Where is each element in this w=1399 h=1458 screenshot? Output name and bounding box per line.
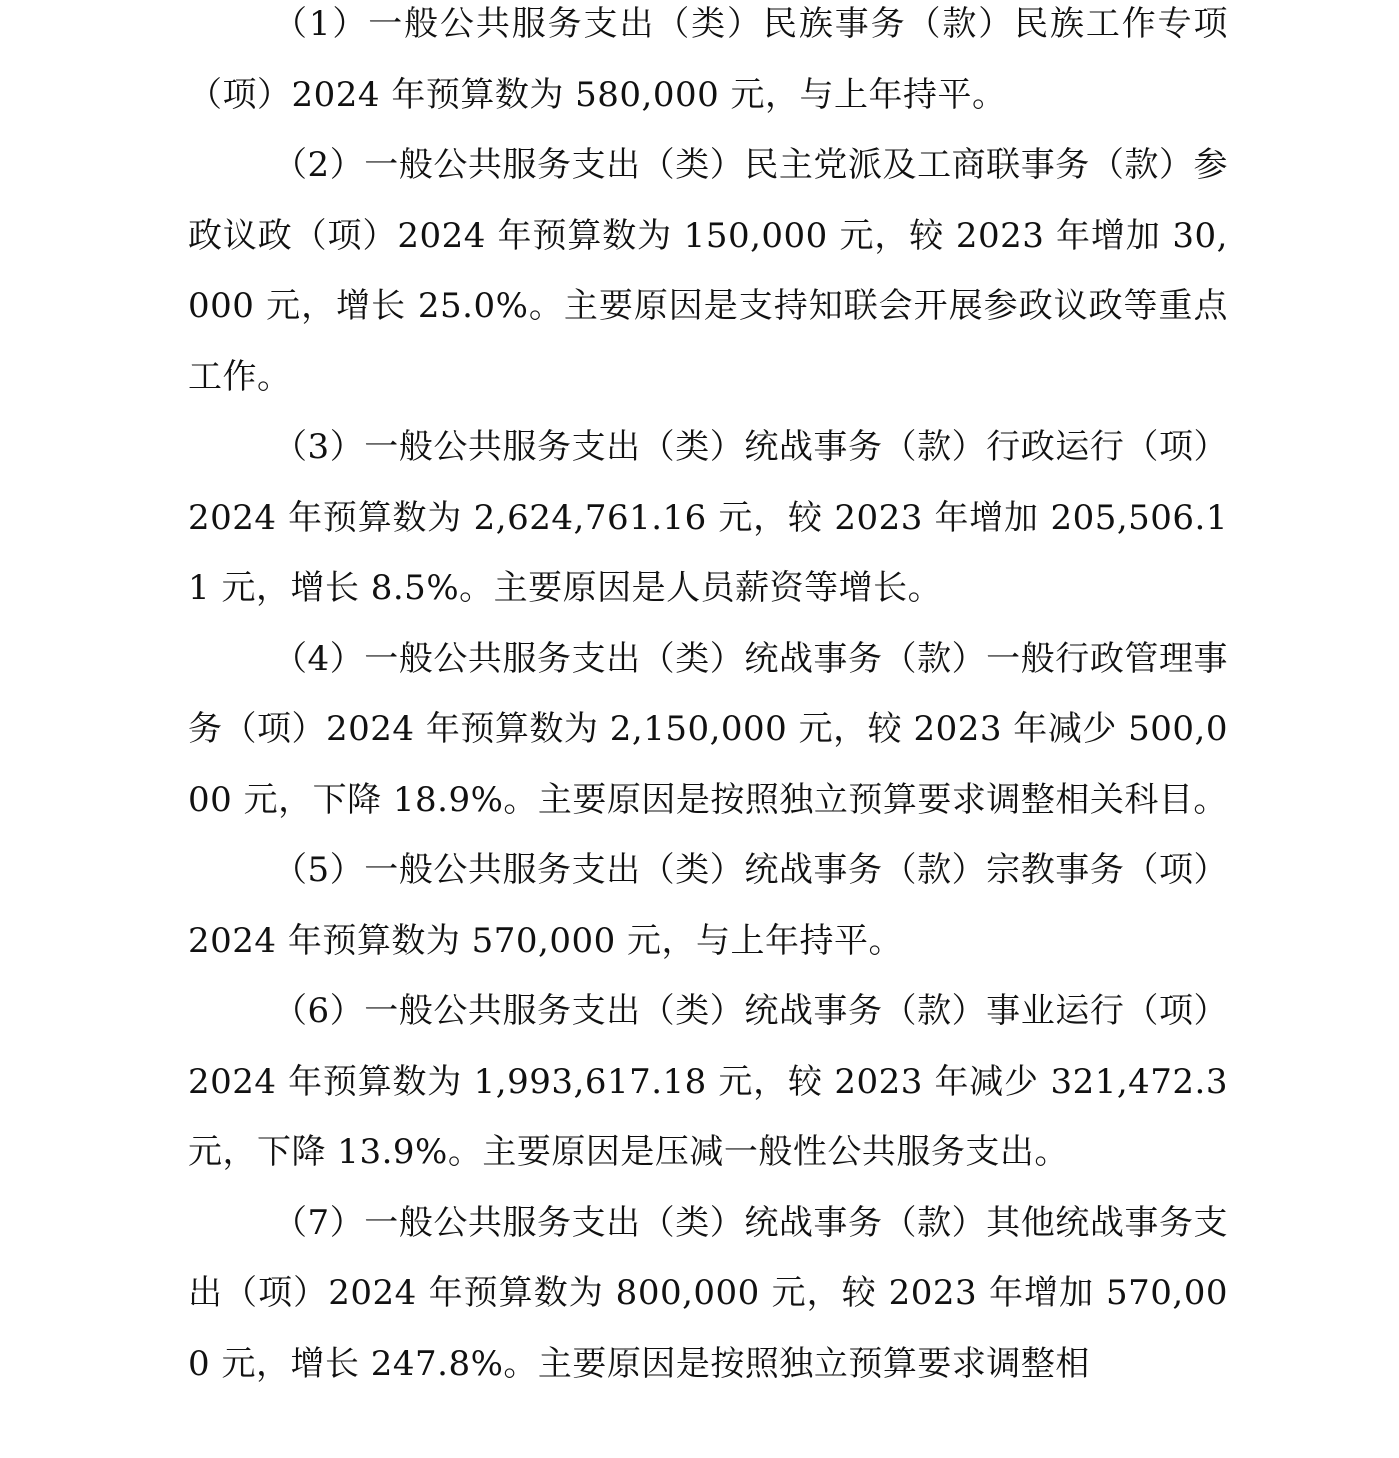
paragraph-1: （1）一般公共服务支出（类）民族事务（款）民族工作专项（项）2024 年预算数为 580,000 元，与上年持平。 <box>188 4 1228 115</box>
paragraph-5: （5）一般公共服务支出（类）统战事务（款）宗教事务（项）2024 年预算数为 570,000 元，与上年持平。 <box>188 850 1228 961</box>
paragraph-3: （3）一般公共服务支出（类）统战事务（款）行政运行（项）2024 年预算数为 2,624,761.16 元，较 2023 年增加 205,506.11 元，增长 8.5%。主要原因是人员薪资等增长。 <box>188 427 1228 608</box>
document-page <box>188 0 1228 1399</box>
paragraph-4: （4）一般公共服务支出（类）统战事务（款）一般行政管理事务（项）2024 年预算数为 2,150,000 元，较 2023 年减少 500,000 元，下降 18.9%。主要原因是按照独立预算要求调整相关科目。 <box>188 638 1228 820</box>
paragraph-7: （7）一般公共服务支出（类）统战事务（款）其他统战事务支出（项）2024 年预算数为 800,000 元，较 2023 年增加 570,000 元，增长 247.8%。主要原因是按照独立预算要求调整相 <box>188 1202 1228 1384</box>
paragraph-6: （6）一般公共服务支出（类）统战事务（款）事业运行（项）2024 年预算数为 1,993,617.18 元，较 2023 年减少 321,472.3 元，下降 13.9%。主要原因是压减一般性公共服务支出。 <box>188 991 1228 1172</box>
paragraph-2: （2）一般公共服务支出（类）民主党派及工商联事务（款）参政议政（项）2024 年预算数为 150,000 元，较 2023 年增加 30,000 元，增长 25.0%。主要原因是支持知联会开展参政议政等重点工作。 <box>188 145 1228 397</box>
